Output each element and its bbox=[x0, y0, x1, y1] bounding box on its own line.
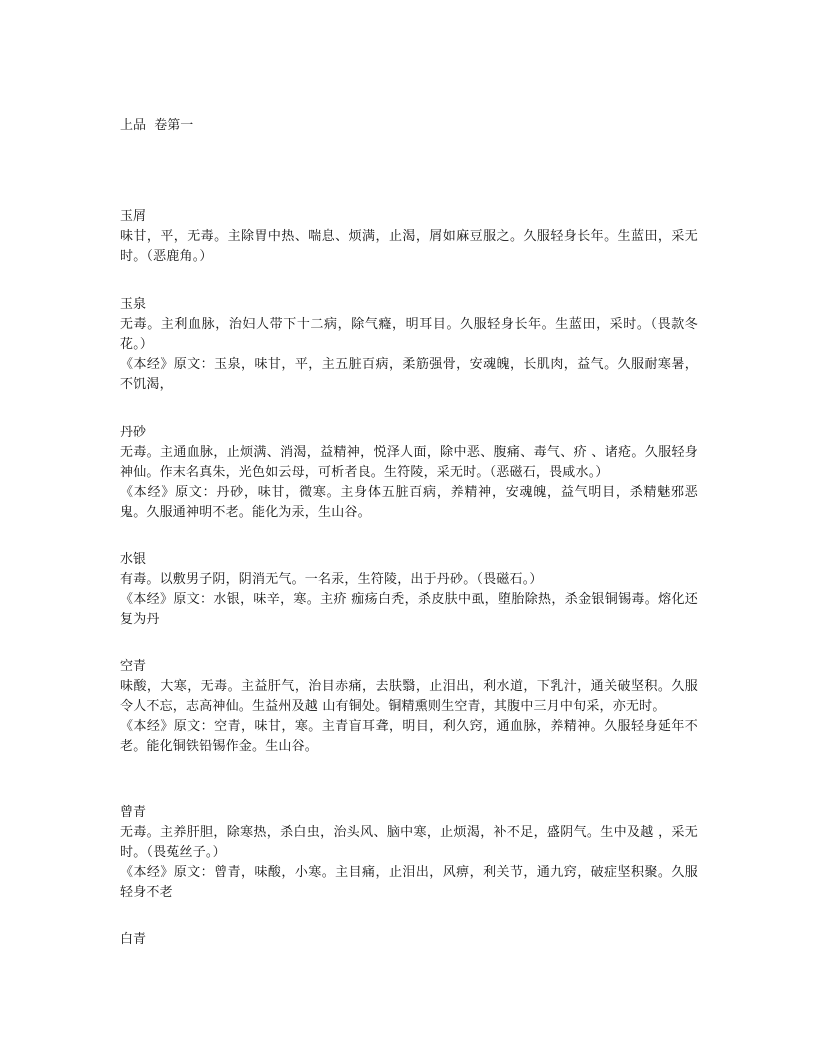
entry-name: 玉屑 bbox=[120, 209, 147, 224]
entry-cengqing bbox=[120, 803, 698, 903]
entry-paragraph: 《本经》原文：空青，味甘，寒。主青盲耳聋，明目，利久窍，通血脉，养精神。久服轻身延年不老。能化铜铁铅锡作金。生山谷。 bbox=[120, 719, 698, 754]
entry-paragraph: 有毒。以敷男子阴，阴消无气。一名汞，生符陵，出于丹砂。（畏磁石。） bbox=[120, 572, 543, 587]
volume-title: 上品 卷第一 bbox=[120, 118, 194, 133]
entry-paragraph: 无毒。主通血脉，止烦满、消渴，益精神，悦泽人面，除中恶、腹痛、毒气、疥 、诸疮。久服轻身神仙。作末名真朱，光色如云母，可析者良。生符陵，采无时。（恶磁石，畏咸水。） bbox=[120, 445, 698, 480]
entry-name: 丹砂 bbox=[120, 425, 147, 440]
entry-baiqing bbox=[120, 930, 698, 950]
entry-paragraph: 《本经》原文：曾青，味酸，小寒。主目痛，止泪出，风痹，利关节，通九窍，破症坚积聚。久服轻身不老 bbox=[120, 865, 698, 900]
entry-paragraph: 《本经》原文：玉泉，味甘，平，主五脏百病，柔筋强骨，安魂魄，长肌肉，益气。久服耐寒暑，不饥渴， bbox=[120, 357, 698, 392]
entry-shuiyin bbox=[120, 550, 698, 630]
entry-dansha bbox=[120, 423, 698, 523]
entry-name: 水银 bbox=[120, 552, 147, 567]
entry-yuxie bbox=[120, 207, 698, 267]
entry-paragraph: 无毒。主利血脉，治妇人带下十二病，除气癃，明耳目。久服轻身长年。生蓝田，采时。（畏款冬花。） bbox=[120, 317, 698, 352]
entry-name: 曾青 bbox=[120, 805, 147, 820]
entry-name: 白青 bbox=[120, 932, 147, 947]
entry-name: 玉泉 bbox=[120, 297, 147, 312]
entry-yuquan bbox=[120, 295, 698, 395]
entry-paragraph: 无毒。主养肝胆，除寒热，杀白虫，治头风、脑中寒，止烦渴，补不足，盛阴气。生中及越 ，采无时。（畏菟丝子。） bbox=[120, 825, 698, 860]
entry-paragraph: 味酸，大寒，无毒。主益肝气，治目赤痛，去肤翳，止泪出，利水道，下乳汁，通关破坚积。久服令人不忘，志高神仙。生益州及越 山有铜处。铜精熏则生空青，其腹中三月中旬采，亦无时。 bbox=[120, 679, 698, 714]
entry-paragraph: 《本经》原文：丹砂，味甘，微寒。主身体五脏百病，养精神，安魂魄，益气明目，杀精魅邪恶鬼。久服通神明不老。能化为汞，生山谷。 bbox=[120, 485, 698, 520]
entry-kongqing bbox=[120, 657, 698, 757]
entry-paragraph: 味甘，平，无毒。主除胃中热、喘息、烦满，止渴，屑如麻豆服之。久服轻身长年。生蓝田，采无时。（恶鹿角。） bbox=[120, 229, 698, 264]
entry-name: 空青 bbox=[120, 659, 147, 674]
entry-paragraph: 《本经》原文：水银，味辛，寒。主疥 痂疡白秃，杀皮肤中虱，堕胎除热，杀金银铜锡毒。熔化还复为丹 bbox=[120, 592, 698, 627]
